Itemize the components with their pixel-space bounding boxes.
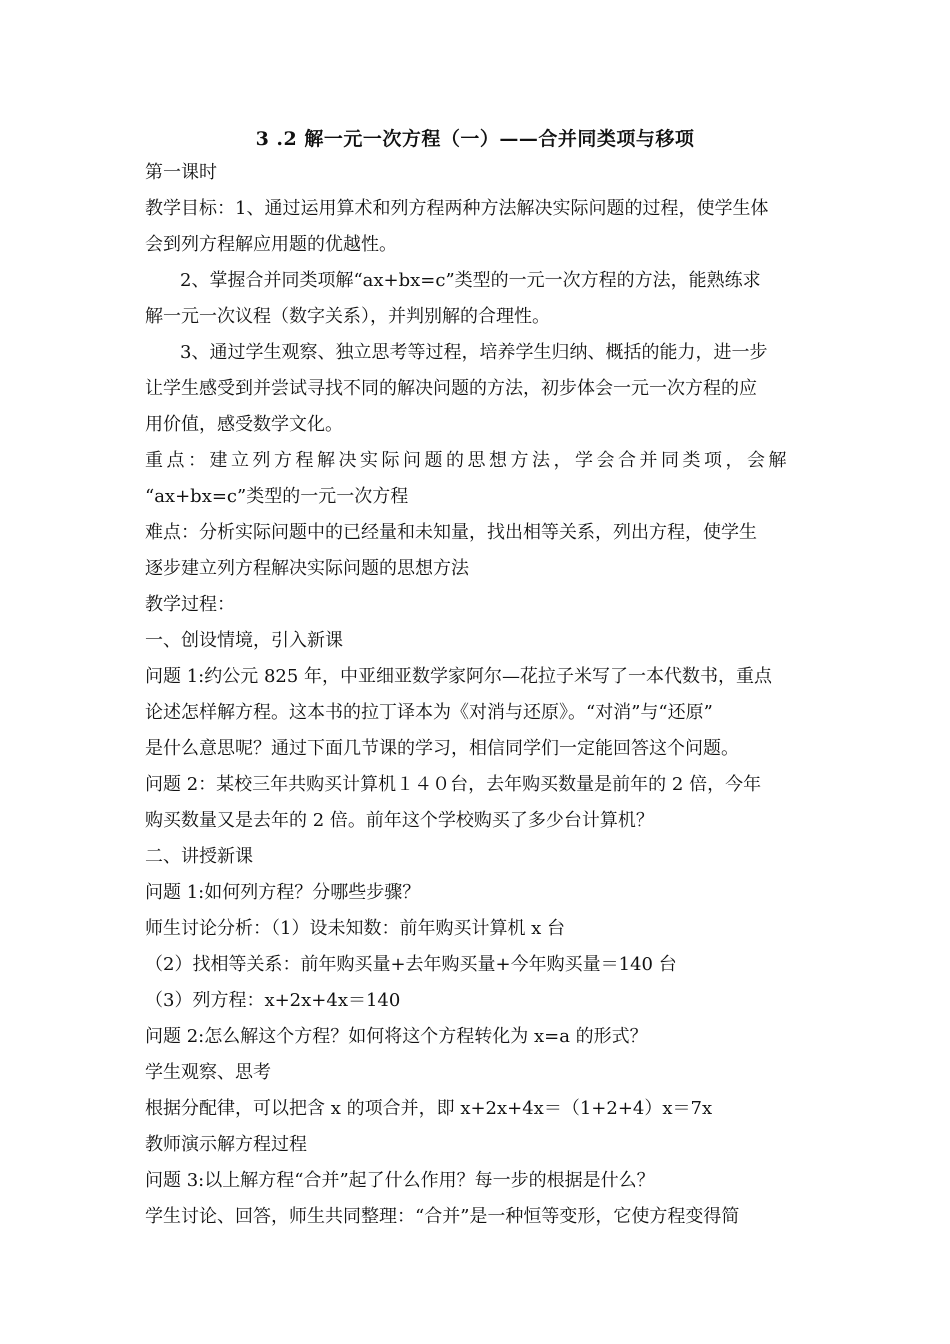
text-line: 问题 1:约公元 825 年，中亚细亚数学家阿尔—花拉子米写了一本代数书，重点 [145, 666, 773, 687]
text-line: 第一课时 [145, 162, 217, 183]
text-line: 难点：分析实际问题中的已经量和未知量，找出相等关系，列出方程，使学生 [145, 522, 757, 543]
text-line: 购买数量又是去年的 2 倍。前年这个学校购买了多少台计算机？ [145, 810, 654, 831]
text-line: 教学目标：1、通过运用算术和列方程两种方法解决实际问题的过程，使学生体 [145, 198, 769, 219]
text-line: 是什么意思呢？通过下面几节课的学习，相信同学们一定能回答这个问题。 [145, 738, 739, 759]
text-line: “ax+bx=c”类型的一元一次方程 [145, 486, 409, 507]
section-heading: 二、讲授新课 [145, 846, 253, 867]
text-line: 重点：建立列方程解决实际问题的思想方法，学会合并同类项，会解 [145, 450, 790, 471]
text-line: （2）找相等关系：前年购买量+去年购买量+今年购买量＝140 台 [145, 954, 677, 975]
text-line: 论述怎样解方程。这本书的拉丁译本为《对消与还原》。“对消”与“还原” [145, 702, 713, 723]
text-line: 学生观察、思考 [145, 1062, 271, 1083]
section-heading: 一、创设情境，引入新课 [145, 630, 343, 651]
text-line: 根据分配律，可以把含 x 的项合并，即 x+2x+4x＝（1+2+4）x＝7x [145, 1098, 713, 1119]
text-line: 3、通过学生观察、独立思考等过程，培养学生归纳、概括的能力，进一步 [180, 342, 768, 363]
text-line: 2、掌握合并同类项解“ax+bx=c”类型的一元一次方程的方法，能熟练求 [180, 270, 761, 291]
text-line: 问题 3:以上解方程“合并”起了什么作用？每一步的根据是什么？ [145, 1170, 655, 1191]
text-line: 让学生感受到并尝试寻找不同的解决问题的方法，初步体会一元一次方程的应 [145, 378, 757, 399]
text-line: 教学过程： [145, 594, 235, 615]
text-line: 解一元一次议程（数字关系），并判别解的合理性。 [145, 306, 550, 327]
text-line: 问题 1:如何列方程？分哪些步骤？ [145, 882, 421, 903]
text-line: 问题 2：某校三年共购买计算机１４０台，去年购买数量是前年的 2 倍，今年 [145, 774, 762, 795]
text-line: 问题 2:怎么解这个方程？如何将这个方程转化为 x=a 的形式？ [145, 1026, 648, 1047]
text-line: 会到列方程解应用题的优越性。 [145, 234, 397, 255]
text-line: 用价值，感受数学文化。 [145, 414, 343, 435]
text-line: 逐步建立列方程解决实际问题的思想方法 [145, 558, 469, 579]
text-line: 教师演示解方程过程 [145, 1134, 307, 1155]
text-line: 师生讨论分析：（1）设未知数：前年购买计算机 x 台 [145, 918, 566, 939]
text-line: （3）列方程：x+2x+4x＝140 [145, 990, 401, 1011]
document-title: 3 .2 解一元一次方程（一）——合并同类项与移项 [255, 128, 695, 150]
text-line: 学生讨论、回答，师生共同整理：“合并”是一种恒等变形，它使方程变得简 [145, 1206, 740, 1227]
